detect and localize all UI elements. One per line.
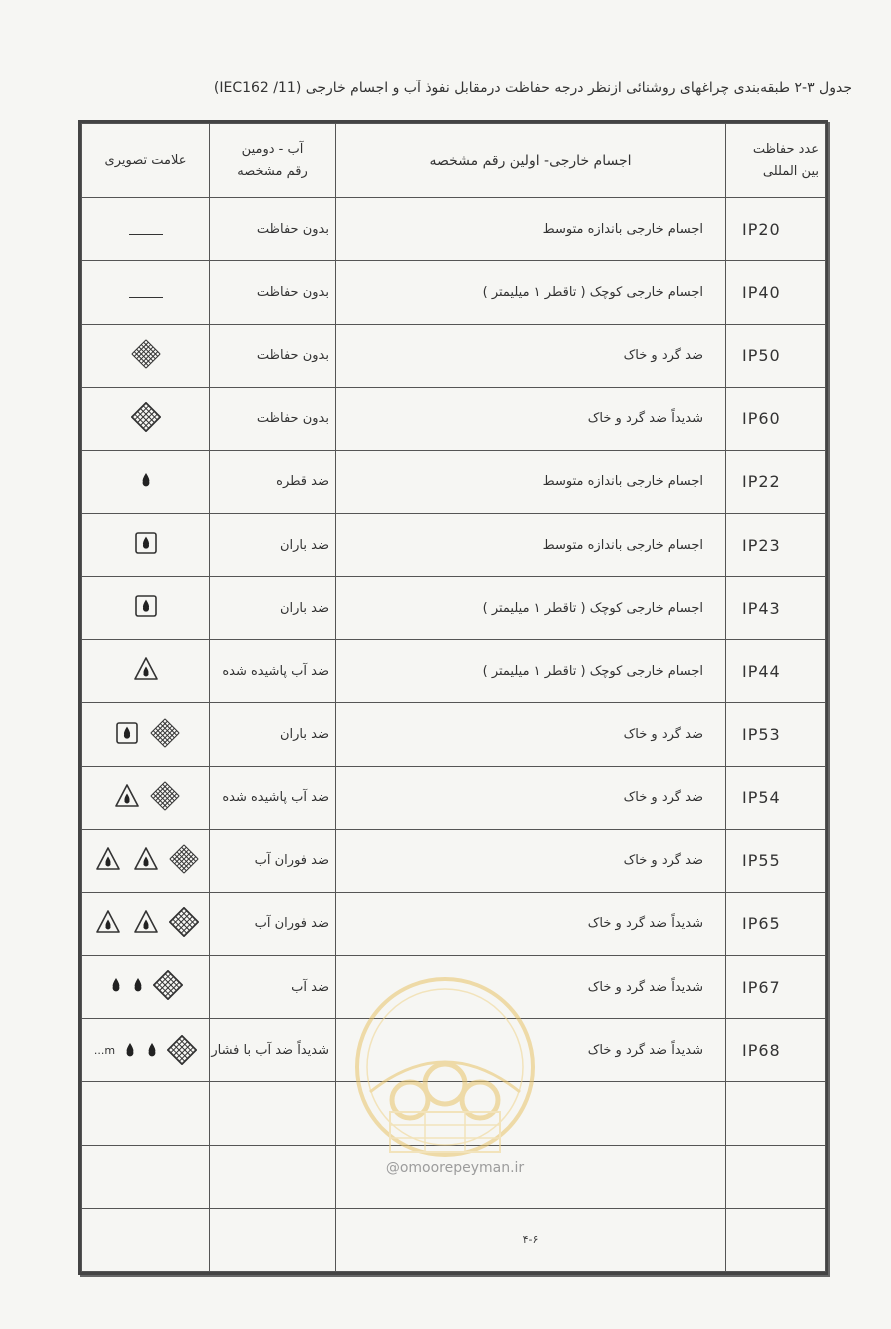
empty-table-row	[82, 1145, 826, 1208]
drop-in-square-icon	[131, 591, 161, 621]
ip-code-cell: IP60	[726, 387, 826, 450]
drop-in-triangle-icon	[131, 844, 161, 874]
table-header-row	[82, 124, 826, 198]
table	[81, 123, 826, 1272]
dust-grid-icon	[150, 718, 180, 748]
header-water-line2: رقم مشخصه	[237, 163, 308, 179]
header-symbol: علامت تصویری	[82, 124, 210, 198]
drop-icon	[139, 465, 153, 495]
symbol-cell	[82, 261, 210, 324]
ip-code-cell: IP43	[726, 577, 826, 640]
header-water	[210, 124, 336, 198]
ip-code-cell: IP65	[726, 892, 826, 955]
header-objects: اجسام خارجی- اولین رقم مشخصه	[336, 124, 726, 198]
empty-cell	[210, 1082, 336, 1145]
table-row	[82, 577, 826, 640]
table-row	[82, 198, 826, 261]
symbol-icons	[112, 718, 180, 748]
symbol-icons	[129, 297, 163, 298]
ip-code-cell: IP55	[726, 829, 826, 892]
drop-in-square-icon	[131, 528, 161, 558]
table-row	[82, 450, 826, 513]
symbol-icons	[131, 654, 161, 684]
depth-m-label: ...m	[93, 1043, 116, 1057]
ip-code-cell: IP22	[726, 450, 826, 513]
dash-mark	[129, 297, 163, 298]
table-caption: جدول ۳-۲ طبقه‌بندی چراغهای روشنائی ازنظر درجه حفاظت درمقابل نفوذ آب و اجسام خارجی (IEC162 /11)	[213, 80, 852, 96]
ip-code-cell: IP67	[726, 956, 826, 1019]
drop-in-triangle-icon	[93, 907, 123, 937]
symbol-cell	[82, 640, 210, 703]
empty-cell	[210, 1145, 336, 1208]
empty-cell	[726, 1082, 826, 1145]
dust-grid-icon	[150, 781, 180, 811]
dust-tight-grid-icon	[169, 907, 199, 937]
drop-icon	[131, 970, 145, 1000]
table-row	[82, 1019, 826, 1082]
ip-code-cell: IP54	[726, 766, 826, 829]
symbol-cell	[82, 829, 210, 892]
symbol-cell	[82, 324, 210, 387]
watermark-site: @omoorepeyman.ir	[385, 1160, 525, 1176]
empty-cell	[210, 1208, 336, 1271]
empty-table-row	[82, 1208, 826, 1271]
water-protection-cell: ضد آب	[210, 956, 336, 1019]
table-row	[82, 956, 826, 1019]
drop-in-square-icon	[112, 718, 142, 748]
water-protection-cell: ضد باران	[210, 513, 336, 576]
header-ip	[726, 124, 826, 198]
symbol-icons	[93, 907, 199, 937]
water-protection-cell: ضد باران	[210, 577, 336, 640]
dust-tight-grid-icon	[153, 970, 183, 1000]
table-row	[82, 261, 826, 324]
symbol-cell	[82, 577, 210, 640]
foreign-objects-cell: شدیداً ضد گرد و خاک	[336, 1019, 726, 1082]
symbol-cell	[82, 766, 210, 829]
ip-code-cell: IP40	[726, 261, 826, 324]
foreign-objects-cell: اجسام خارجی باندازه متوسط	[336, 450, 726, 513]
header-water-line1: آب - دومین	[241, 141, 304, 157]
symbol-cell	[82, 1019, 210, 1082]
table-row	[82, 766, 826, 829]
empty-cell	[82, 1208, 210, 1271]
drop-icon	[145, 1035, 159, 1065]
symbol-cell	[82, 513, 210, 576]
foreign-objects-cell: اجسام خارجی کوچک ( تاقطر ۱ میلیمتر )	[336, 640, 726, 703]
page-number: ۴-۶	[336, 1208, 726, 1271]
ip-code-cell: IP20	[726, 198, 826, 261]
foreign-objects-cell: شدیداً ضد گرد و خاک	[336, 387, 726, 450]
table-row	[82, 829, 826, 892]
symbol-cell	[82, 956, 210, 1019]
water-protection-cell: بدون حفاظت	[210, 387, 336, 450]
empty-cell	[726, 1145, 826, 1208]
ip-code-cell: IP44	[726, 640, 826, 703]
drop-in-triangle-icon	[93, 844, 123, 874]
symbol-icons	[94, 1035, 197, 1065]
drop-icon	[109, 970, 123, 1000]
table-row	[82, 640, 826, 703]
symbol-icons	[129, 234, 163, 235]
symbol-icons	[131, 339, 161, 369]
ip-code-cell: IP50	[726, 324, 826, 387]
table-row	[82, 703, 826, 766]
drop-in-triangle-icon	[131, 907, 161, 937]
dust-tight-grid-icon	[131, 402, 161, 432]
dash-mark	[129, 234, 163, 235]
water-protection-cell: ضد باران	[210, 703, 336, 766]
symbol-cell	[82, 387, 210, 450]
symbol-icons	[139, 465, 153, 495]
symbol-icons	[112, 781, 180, 811]
drop-icon	[123, 1035, 137, 1065]
foreign-objects-cell: ضد گرد و خاک	[336, 324, 726, 387]
empty-table-row	[82, 1082, 826, 1145]
ip-code-cell: IP68	[726, 1019, 826, 1082]
foreign-objects-cell: اجسام خارجی کوچک ( تاقطر ۱ میلیمتر )	[336, 577, 726, 640]
foreign-objects-cell: اجسام خارجی باندازه متوسط	[336, 198, 726, 261]
foreign-objects-cell: ضد گرد و خاک	[336, 703, 726, 766]
water-protection-cell: ضد آب پاشیده شده	[210, 640, 336, 703]
dust-tight-grid-icon	[167, 1035, 197, 1065]
ip-code-cell: IP23	[726, 513, 826, 576]
foreign-objects-cell: ضد گرد و خاک	[336, 829, 726, 892]
symbol-icons	[131, 591, 161, 621]
dust-grid-icon	[169, 844, 199, 874]
water-protection-cell: ضد فوران آب	[210, 829, 336, 892]
symbol-cell	[82, 198, 210, 261]
dust-grid-icon	[131, 339, 161, 369]
symbol-cell	[82, 892, 210, 955]
foreign-objects-cell: اجسام خارجی کوچک ( تاقطر ۱ میلیمتر )	[336, 261, 726, 324]
header-ip-line1: عدد حفاظت	[752, 141, 819, 157]
water-protection-cell: ضد فوران آب	[210, 892, 336, 955]
foreign-objects-cell: شدیداً ضد گرد و خاک	[336, 956, 726, 1019]
foreign-objects-cell: ضد گرد و خاک	[336, 766, 726, 829]
empty-cell	[82, 1145, 210, 1208]
water-protection-cell: بدون حفاظت	[210, 198, 336, 261]
water-protection-cell: ضد قطره	[210, 450, 336, 513]
drop-in-triangle-icon	[112, 781, 142, 811]
symbol-icons	[109, 970, 183, 1000]
table-row	[82, 513, 826, 576]
water-protection-cell: بدون حفاظت	[210, 261, 336, 324]
table-row	[82, 892, 826, 955]
ip-code-cell: IP53	[726, 703, 826, 766]
header-ip-line2: بین المللی	[762, 163, 819, 179]
symbol-icons	[131, 528, 161, 558]
empty-cell	[336, 1145, 726, 1208]
symbol-icons	[131, 402, 161, 432]
foreign-objects-cell: شدیداً ضد گرد و خاک	[336, 892, 726, 955]
table-row	[82, 324, 826, 387]
table-row	[82, 387, 826, 450]
symbol-icons	[93, 844, 199, 874]
water-protection-cell: بدون حفاظت	[210, 324, 336, 387]
empty-cell	[726, 1208, 826, 1271]
empty-cell	[82, 1082, 210, 1145]
water-protection-cell: ضد آب پاشیده شده	[210, 766, 336, 829]
symbol-cell	[82, 703, 210, 766]
symbol-cell	[82, 450, 210, 513]
drop-in-triangle-icon	[131, 654, 161, 684]
foreign-objects-cell: اجسام خارجی باندازه متوسط	[336, 513, 726, 576]
empty-cell	[336, 1082, 726, 1145]
water-protection-cell: شدیداً ضد آب با فشار	[210, 1019, 336, 1082]
ip-classification-table	[78, 120, 828, 1275]
